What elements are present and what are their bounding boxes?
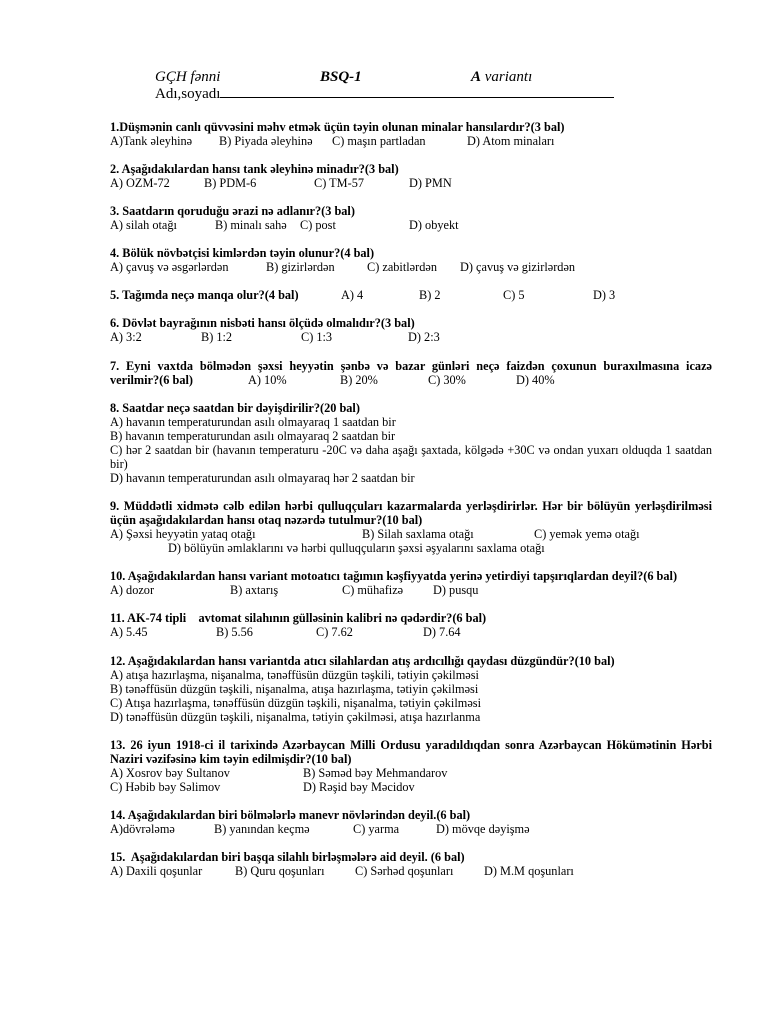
- test-code: [320, 69, 362, 86]
- option-b: B) axtarış: [230, 583, 279, 597]
- options-row: [110, 822, 712, 836]
- option-b: B) gizirlərdən: [266, 260, 335, 274]
- option-a: A) 4: [341, 288, 364, 302]
- option-a: A)dövrələmə: [110, 822, 175, 836]
- option-d: D) obyekt: [409, 218, 459, 232]
- question-text: 11. AK-74 tipli avtomat silahının gülləsinin kalibri nə qədərdir?(6 bal): [110, 611, 487, 625]
- option-a: A) 3:2: [110, 330, 142, 344]
- question-text: 3. Saatdarın qoruduğu ərazi nə adlanır?(3 bal): [110, 204, 355, 218]
- option-c: C) yemək yemə otağı: [534, 527, 640, 541]
- option-c: C) 30%: [428, 373, 466, 387]
- option-b: B) Piyada əleyhinə: [219, 134, 313, 148]
- question-6: [110, 316, 712, 344]
- option-c: C) maşın partladan: [332, 134, 426, 148]
- question-text: 2. Aşağıdakılardan hansı tank əleyhinə minadır?(3 bal): [110, 162, 399, 176]
- option-a: A) atışa hazırlaşma, nişanalma, tənəffüsün düzgün təşkili, tətiyin çəkilməsi: [110, 668, 479, 682]
- name-field[interactable]: [155, 85, 614, 103]
- question-text: 12. Aşağıdakılardan hansı variantda atıcı silahlardan atış ardıcıllığı qaydası düzgündür?(10 bal): [110, 654, 615, 668]
- question-2: [110, 162, 712, 190]
- question-text: 15. Aşağıdakılardan biri başqa silahlı birləşmələrə aid deyil. (6 bal): [110, 850, 465, 864]
- question-9: [110, 499, 712, 555]
- question-text-line2: verilmir?(6 bal): [110, 373, 193, 387]
- question-10: [110, 569, 712, 597]
- question-3: [110, 204, 712, 232]
- question-text-line1: 7. Eyni vaxtda bölmədən şəxsi heyyətin şənbə və bazar günləri neçə faizdən çoxunun buraxılmasına icazə: [110, 359, 712, 373]
- question-1: [110, 120, 712, 148]
- option-a: A) OZM-72: [110, 176, 170, 190]
- option-c: C) 7.62: [316, 625, 353, 639]
- question-5: [110, 288, 712, 302]
- option-c: C) yarma: [353, 822, 400, 836]
- question-14: [110, 808, 712, 836]
- question-7: [110, 359, 712, 387]
- option-c: C) mühafizə: [342, 583, 404, 597]
- option-b: B) Silah saxlama otağı: [362, 527, 474, 541]
- option-a: A) havanın temperaturundan asılı olmayaraq 1 saatdan bir: [110, 415, 396, 429]
- question-row: [110, 288, 712, 302]
- option-c: C) 1:3: [301, 330, 333, 344]
- option-d: D) bölüyün əmlaklarını və hərbi qulluqçuların şəxsi əşyalarını saxlama otağı: [168, 541, 545, 555]
- question-text: 4. Bölük növbətçisi kimlərdən təyin olunur?(4 bal): [110, 246, 375, 260]
- option-d: D) PMN: [409, 176, 452, 190]
- options-row: [110, 625, 712, 639]
- option-a: A) 5.45: [110, 625, 148, 639]
- options-row: [110, 218, 712, 232]
- question-11: [110, 611, 712, 639]
- question-text: 14. Aşağıdakılardan biri bölmələrlə manevr növlərindən deyil.(6 bal): [110, 808, 471, 822]
- option-d: D) M.M qoşunları: [484, 864, 574, 878]
- option-b: B) yanından keçmə: [214, 822, 310, 836]
- question-12: [110, 654, 712, 724]
- subject-label: GÇH fənni: [155, 69, 221, 85]
- option-c: C) Həbib bəy Səlimov: [110, 780, 221, 794]
- question-text: 5. Tağımda neçə manqa olur?(4 bal): [110, 288, 299, 302]
- question-13: [110, 738, 712, 794]
- test-code-text: BSQ-1: [320, 69, 362, 85]
- option-c: C) zabitlərdən: [367, 260, 437, 274]
- question-4: [110, 246, 712, 274]
- option-d: D) 7.64: [423, 625, 461, 639]
- options-row: [110, 864, 712, 878]
- question-text: 13. 26 iyun 1918-ci il tarixində Azərbaycan Milli Ordusu yaradıldıqdan sonra Azərbaycan Hökümətinin Hərbi Naziri vəzifəsinə kim təyin edilmişdir?(10 bal): [110, 738, 712, 766]
- option-c: C) 5: [503, 288, 525, 302]
- option-a: A) çavuş və əsgərlərdən: [110, 260, 229, 274]
- question-15: [110, 850, 712, 878]
- option-d: D) mövqe dəyişmə: [436, 822, 530, 836]
- option-b: B) 20%: [340, 373, 378, 387]
- options-row: [110, 176, 712, 190]
- option-a: A) 10%: [248, 373, 287, 387]
- option-c: C) TM-57: [314, 176, 364, 190]
- option-c: C) post: [300, 218, 336, 232]
- options-row: [110, 766, 712, 780]
- option-b: B) 5.56: [216, 625, 253, 639]
- options-row: [110, 541, 712, 555]
- question-text: 10. Aşağıdakılardan hansı variant motoatıcı tağımın kəşfiyyatda yerinə yetirdiyi tapşırıqlardan deyil?(6 bal): [110, 569, 678, 583]
- question-8: [110, 401, 712, 485]
- option-b: B) tənəffüsün düzgün təşkili, nişanalma, atışa hazırlaşma, tətiyin çəkilməsi: [110, 682, 479, 696]
- name-label: Adı,soyadı: [155, 86, 221, 102]
- question-text: 8. Saatdar neçə saatdan bir dəyişdirilir?(20 bal): [110, 401, 360, 415]
- options-row: [110, 134, 712, 148]
- option-a: A) dozor: [110, 583, 155, 597]
- options-row: [110, 330, 712, 344]
- options-row: [110, 583, 712, 597]
- option-d: D) 3: [593, 288, 616, 302]
- question-text: 1.Düşmənin canlı qüvvəsini məhv etmək üçün təyin olunan minalar hansılardır?(3 bal): [110, 120, 565, 134]
- option-d: D) 40%: [516, 373, 555, 387]
- option-b: B) havanın temperaturundan asılı olmayaraq 2 saatdan bir: [110, 429, 396, 443]
- option-c: C) Atışa hazırlaşma, tənəffüsün düzgün təşkili, nişanalma, tətiyin çəkilməsi: [110, 696, 481, 710]
- option-d: D) pusqu: [433, 583, 479, 597]
- option-d: D) Rəşid bəy Məcidov: [303, 780, 415, 794]
- option-c: C) hər 2 saatdan bir (havanın temperaturu -20C və daha aşağı şaxtada, kölgədə +30C və ondan yuxarı olduqda 1 saatdan bir): [110, 443, 712, 471]
- option-a: A) Şəxsi heyyətin yataq otağı: [110, 527, 256, 541]
- variant-word: variantı: [481, 69, 533, 85]
- option-b: B) Quru qoşunları: [235, 864, 325, 878]
- options-row: [110, 260, 712, 274]
- question-text: 9. Müddətli xidmətə cəlb edilən hərbi qulluqçuları kazarmalarda yerləşdirirlər. Hər bir bölüyün yerləşdirilməsi üçün aşağıdakılardan hansı otaq nəzərdə tutulmur?(10 bal): [110, 499, 712, 527]
- options-row: [110, 527, 712, 541]
- option-a: A) Daxili qoşunlar: [110, 864, 203, 878]
- option-a: A)Tank əleyhinə: [110, 134, 193, 148]
- question-text: 6. Dövlət bayrağının nisbəti hansı ölçüdə olmalıdır?(3 bal): [110, 316, 415, 330]
- option-b: B) minalı sahə: [215, 218, 287, 232]
- option-d: D) Atom minaları: [467, 134, 555, 148]
- option-d: D) 2:3: [408, 330, 440, 344]
- option-b: B) 2: [419, 288, 441, 302]
- option-a: A) Xosrov bəy Sultanov: [110, 766, 230, 780]
- question-row: [110, 373, 712, 387]
- option-d: D) havanın temperaturundan asılı olmayaraq hər 2 saatdan bir: [110, 471, 415, 485]
- variant-letter: A: [471, 69, 482, 85]
- option-b: B) 1:2: [201, 330, 233, 344]
- option-c: C) Sərhəd qoşunları: [355, 864, 454, 878]
- option-a: A) silah otağı: [110, 218, 177, 232]
- variant-label: [471, 69, 532, 86]
- name-underline: [220, 85, 614, 98]
- options-row: [110, 780, 712, 794]
- option-d: D) çavuş və gizirlərdən: [460, 260, 576, 274]
- option-b: B) PDM-6: [204, 176, 257, 190]
- option-d: D) tənəffüsün düzgün təşkili, nişanalma, tətiyin çəkilməsi, atışa hazırlanma: [110, 710, 481, 724]
- option-b: B) Səməd bəy Mehmandarov: [303, 766, 448, 780]
